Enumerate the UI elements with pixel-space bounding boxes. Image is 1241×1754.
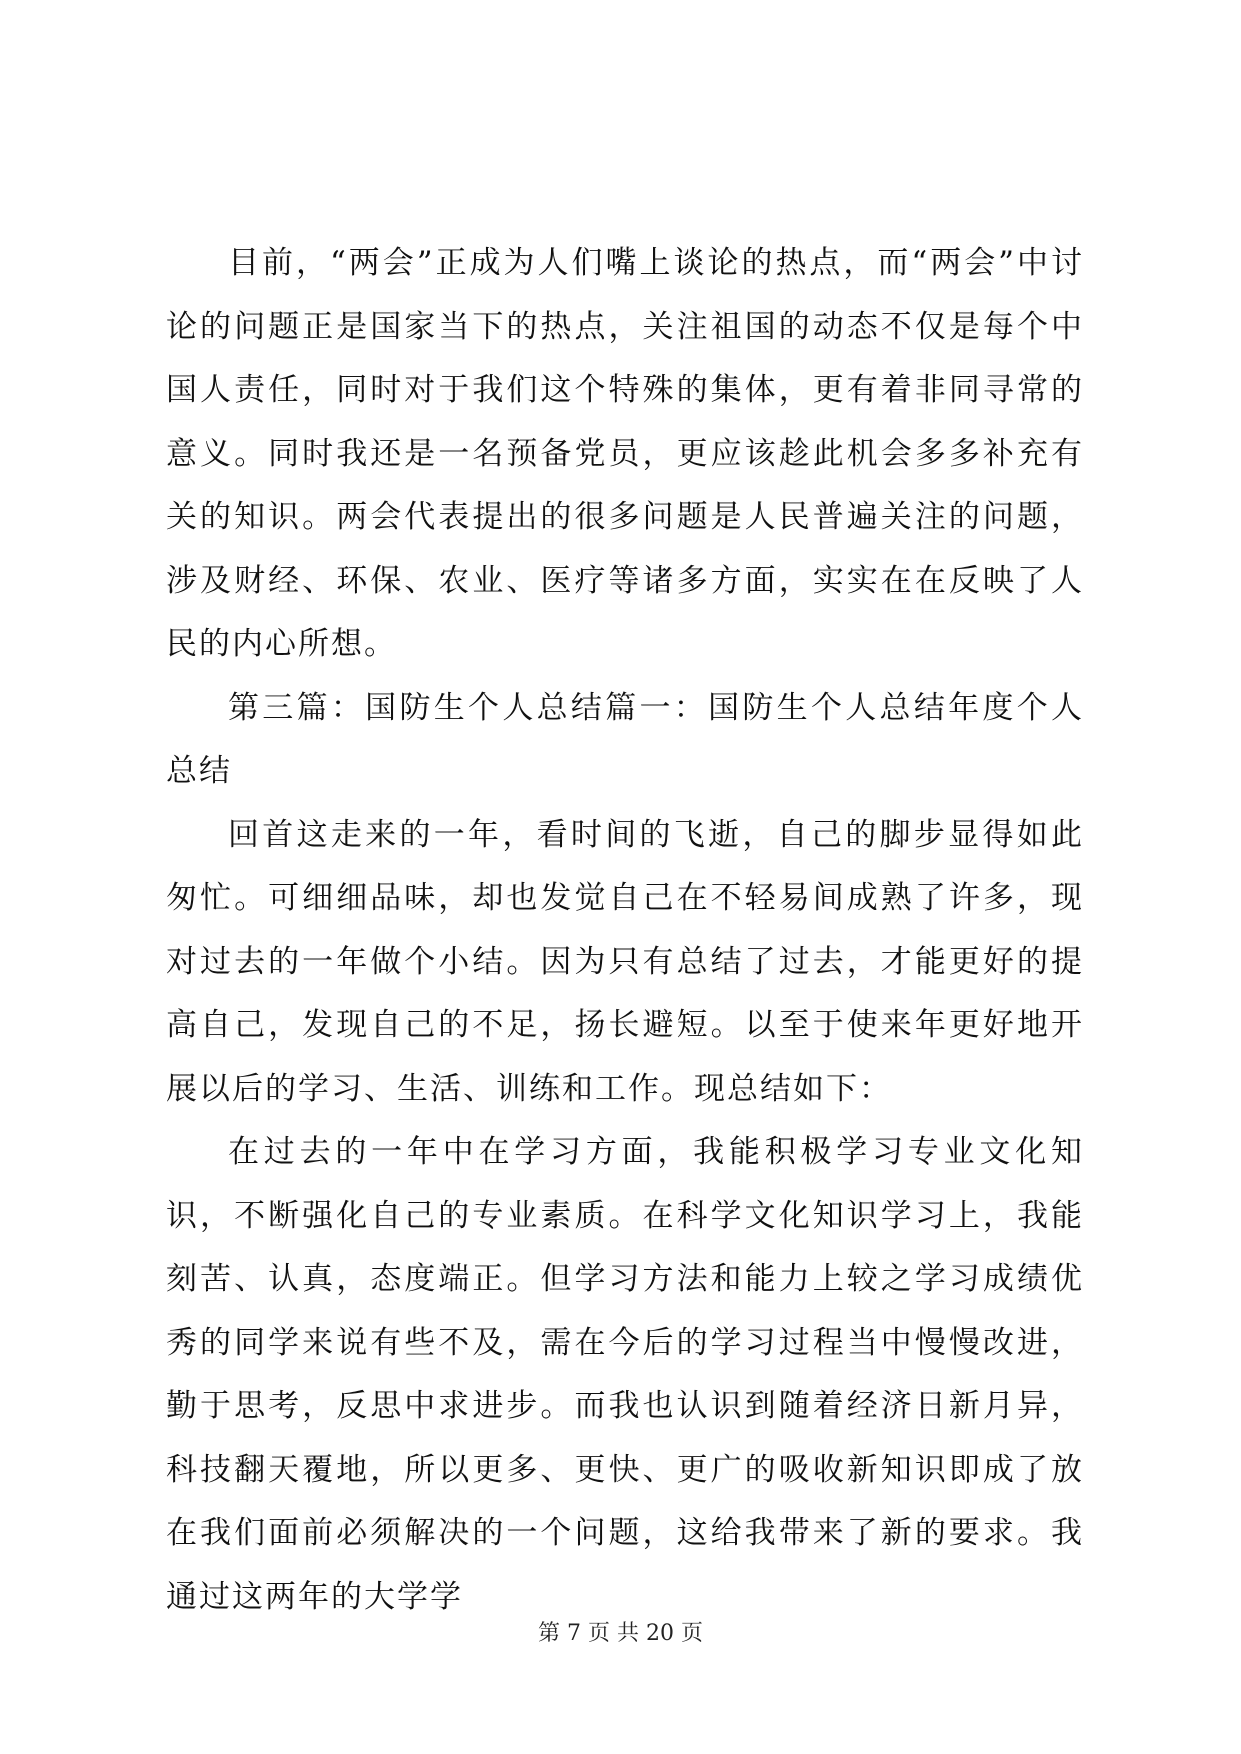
page-number-footer: 第 7 页 共 20 页 bbox=[538, 1621, 703, 1646]
paragraph-two-sessions: 目前，“两会”正成为人们嘴上谈论的热点，而“两会”中讨论的问题正是国家当下的热点，关注祖国的动态不仅是每个中国人责任，同时对于我们这个特殊的集体，更有着非同寻常的意义。同时我还是一名预备党员，更应该趁此机会多多补充有关的知识。两会代表提出的很多问题是人民普遍关注的问题，涉及财经、环保、农业、医疗等诸多方面，实实在在反映了人民的内心所想。 bbox=[166, 245, 1084, 662]
paragraph-study: 在过去的一年中在学习方面，我能积极学习专业文化知识，不断强化自己的专业素质。在科学文化知识学习上，我能刻苦、认真，态度端正。但学习方法和能力上较之学习成绩优秀的同学来说有些不及，需在今后的学习过程当中慢慢改进，勤于思考，反思中求进步。而我也认识到随着经济日新月异，科技翻天覆地，所以更多、更快、更广的吸收新知识即成了放在我们面前必须解决的一个问题，这给我带来了新的要求。我通过这两年的大学学 bbox=[166, 1134, 1084, 1615]
section-heading: 第三篇：国防生个人总结篇一：国防生个人总结年度个人总结 bbox=[166, 689, 1084, 789]
document-body bbox=[166, 232, 1084, 1629]
paragraph-year-review: 回首这走来的一年，看时间的飞逝，自己的脚步显得如此匆忙。可细细品味，却也发觉自己在不轻易间成熟了许多，现对过去的一年做个小结。因为只有总结了过去，才能更好的提高自己，发现自己的不足，扬长避短。以至于使来年更好地开展以后的学习、生活、训练和工作。现总结如下： bbox=[166, 816, 1084, 1107]
